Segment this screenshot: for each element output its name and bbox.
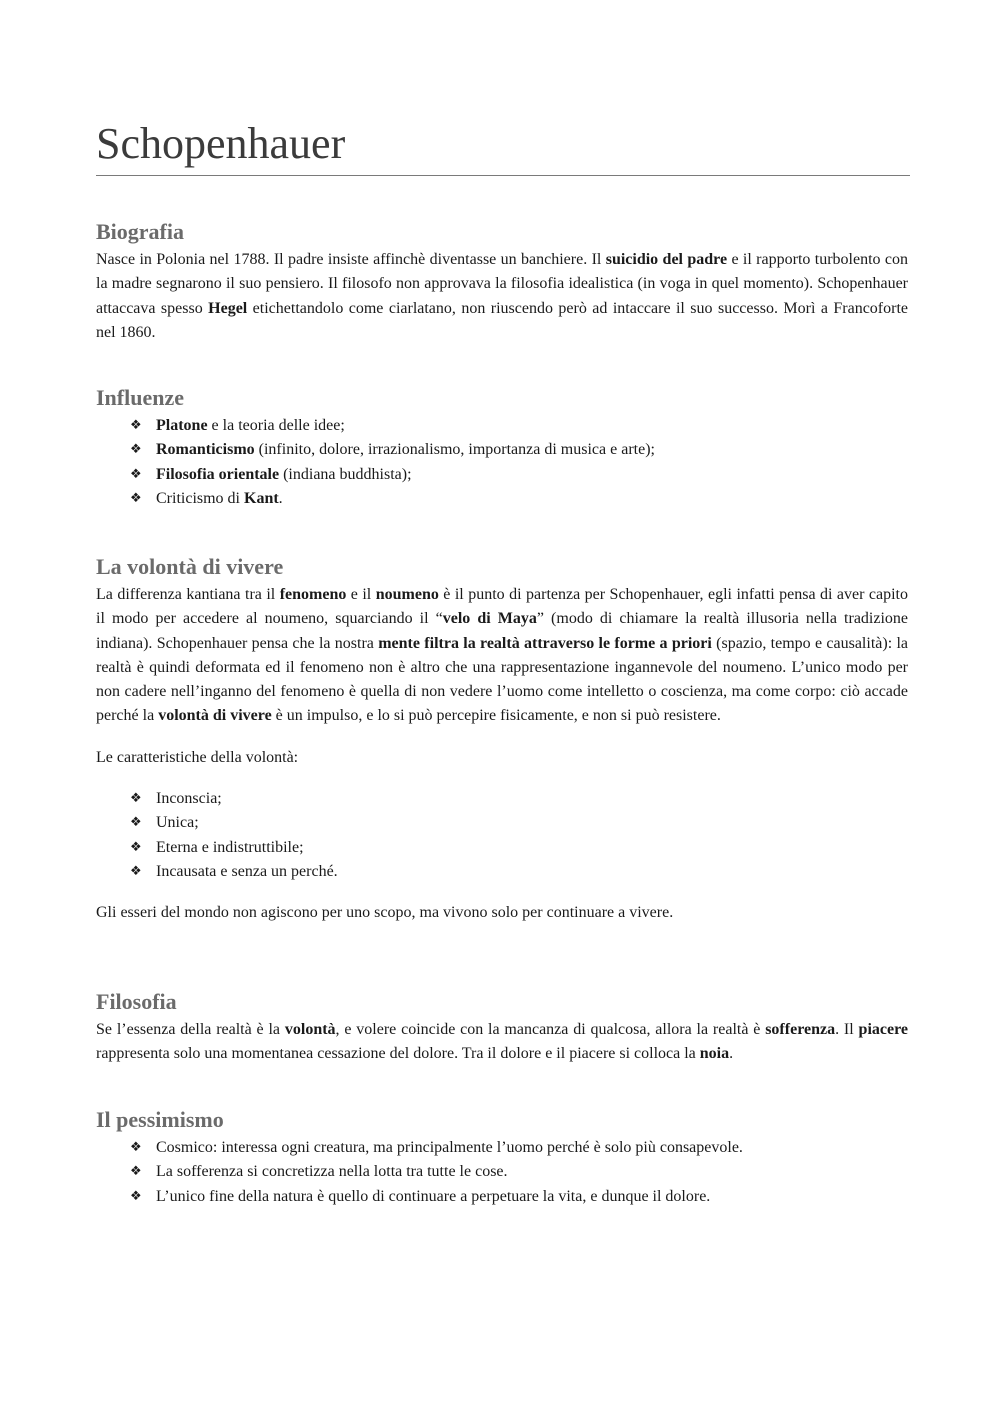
bold-text: Kant (244, 489, 279, 507)
diamond-bullet-icon: ❖ (130, 791, 142, 807)
text-run: Se l’essenza della realtà è la (96, 1021, 285, 1038)
bullet-list (96, 787, 908, 884)
bold-text: mente filtra la realtà attraverso le forme a priori (378, 634, 712, 652)
bold-text: noia (699, 1045, 730, 1063)
text-run: è un impulso, e lo si può percepire fisicamente, e non si può resistere. (271, 707, 721, 725)
bold-text: Platone (156, 417, 208, 434)
text-run: Eterna e indistruttibile; (156, 838, 304, 856)
bold-text: Filosofia orientale (156, 465, 280, 483)
section-influenze (96, 384, 908, 511)
paragraph (96, 248, 908, 345)
bullet-list (96, 414, 908, 511)
list-item (96, 487, 908, 511)
bold-text: piacere (858, 1021, 909, 1038)
text-run: e il (346, 586, 376, 603)
bold-text: volontà (284, 1021, 336, 1038)
bold-text: Romanticismo (156, 441, 255, 459)
text-run: rappresenta solo una momentanea cessazione del dolore. Tra il dolore e il piacere si colloca la (96, 1045, 700, 1063)
bold-text: noumeno (375, 586, 439, 603)
text-run: Criticismo di (156, 489, 244, 507)
text-run: Incausata e senza un perché. (156, 862, 338, 880)
text-run: e il rapporto turbolento con la madre segnarono il suo pensiero. Il filosofo non approvava la filosofia idealistica (in voga in quel momento). Schopenhauer attaccava spesso (96, 251, 908, 317)
text-run: Cosmico: interessa ogni creatura, ma principalmente l’uomo perché è solo più consapevole. (156, 1139, 743, 1156)
bold-text: volontà di vivere (158, 707, 272, 725)
list-item (96, 438, 908, 462)
diamond-bullet-icon: ❖ (130, 442, 142, 458)
diamond-bullet-icon: ❖ (130, 466, 142, 482)
list-item (96, 1160, 908, 1184)
text-run: . (278, 489, 283, 507)
bullet-list (96, 1136, 908, 1209)
text-run: è il punto di partenza per Schopenhauer, egli infatti pensa di aver capito il modo per accedere al noumeno, squarciando il “ (96, 586, 908, 628)
section-biografia (96, 218, 908, 345)
section-heading: La volontà di vivere (96, 554, 284, 579)
text-run: . Il (835, 1021, 859, 1038)
text-run: etichettandolo come ciarlatano, non riuscendo però ad intaccare il suo successo. Morì a Francoforte nel 1860. (96, 299, 908, 341)
section-filosofia (96, 988, 908, 1067)
list-item (96, 1185, 908, 1209)
bold-text: sofferenza (765, 1021, 836, 1038)
text-run: ” (modo di chiamare la realtà illusoria nella tradizione indiana). Schopenhauer pensa che la nostra (96, 610, 909, 652)
list-item (96, 787, 908, 811)
text-run: . (729, 1045, 734, 1063)
document-title: Schopenhauer (96, 119, 346, 168)
diamond-bullet-icon: ❖ (130, 1140, 142, 1155)
section-pessimismo (96, 1106, 908, 1209)
list-item (96, 860, 908, 884)
diamond-bullet-icon: ❖ (130, 839, 142, 855)
text-run: Nasce in Polonia nel 1788. Il padre insiste affinchè diventasse un banchiere. Il (96, 251, 606, 268)
paragraph: Gli esseri del mondo non agiscono per uno scopo, ma vivono solo per continuare a vivere. (96, 904, 674, 922)
text-run: (indiana buddhista); (279, 465, 412, 483)
section-volonta (96, 553, 908, 926)
list-item (96, 811, 908, 835)
paragraph: Le caratteristiche della volontà: (96, 748, 299, 766)
diamond-bullet-icon: ❖ (130, 1188, 142, 1204)
list-item (96, 836, 908, 860)
bold-text: suicidio del padre (605, 251, 728, 268)
text-run: e la teoria delle idee; (207, 417, 345, 434)
text-run: La sofferenza si concretizza nella lotta tra tutte le cose. (156, 1163, 508, 1181)
text-run: Inconscia; (156, 790, 222, 808)
list-item (96, 1136, 908, 1160)
section-heading: Filosofia (96, 989, 177, 1014)
list-item (96, 414, 908, 438)
diamond-bullet-icon: ❖ (130, 418, 142, 433)
bold-text: fenomeno (279, 586, 347, 603)
text-run: , e volere coincide con la mancanza di qualcosa, allora la realtà è (335, 1021, 766, 1038)
text-run: L’unico fine della natura è quello di continuare a perpetuare la vita, e dunque il dolore. (156, 1187, 711, 1205)
text-run: (infinito, dolore, irrazionalismo, importanza di musica e arte); (254, 441, 655, 459)
bold-text: Hegel (208, 299, 248, 317)
diamond-bullet-icon: ❖ (130, 1164, 142, 1180)
paragraph (96, 1018, 908, 1067)
list-item (96, 463, 908, 487)
text-run: Unica; (156, 814, 199, 832)
title-divider (96, 175, 910, 176)
diamond-bullet-icon: ❖ (130, 815, 142, 831)
diamond-bullet-icon: ❖ (130, 490, 142, 506)
text-run: La differenza kantiana tra il (96, 586, 280, 603)
section-heading: Biografia (96, 219, 184, 244)
diamond-bullet-icon: ❖ (130, 863, 142, 879)
section-heading: Influenze (96, 385, 184, 410)
paragraph (96, 583, 908, 729)
text-run: (spazio, tempo e causalità): la realtà è quindi deformata ed il fenomeno non è altro che una rappresentazione ingannevole del noumeno. L’unico modo per non cadere nell’inganno del fenomeno è quella di non vedere l’uomo come intelletto o coscienza, ma come corpo: ciò accade perché la (96, 634, 908, 725)
bold-text: velo di Maya (442, 610, 537, 628)
section-heading: Il pessimismo (96, 1107, 224, 1132)
